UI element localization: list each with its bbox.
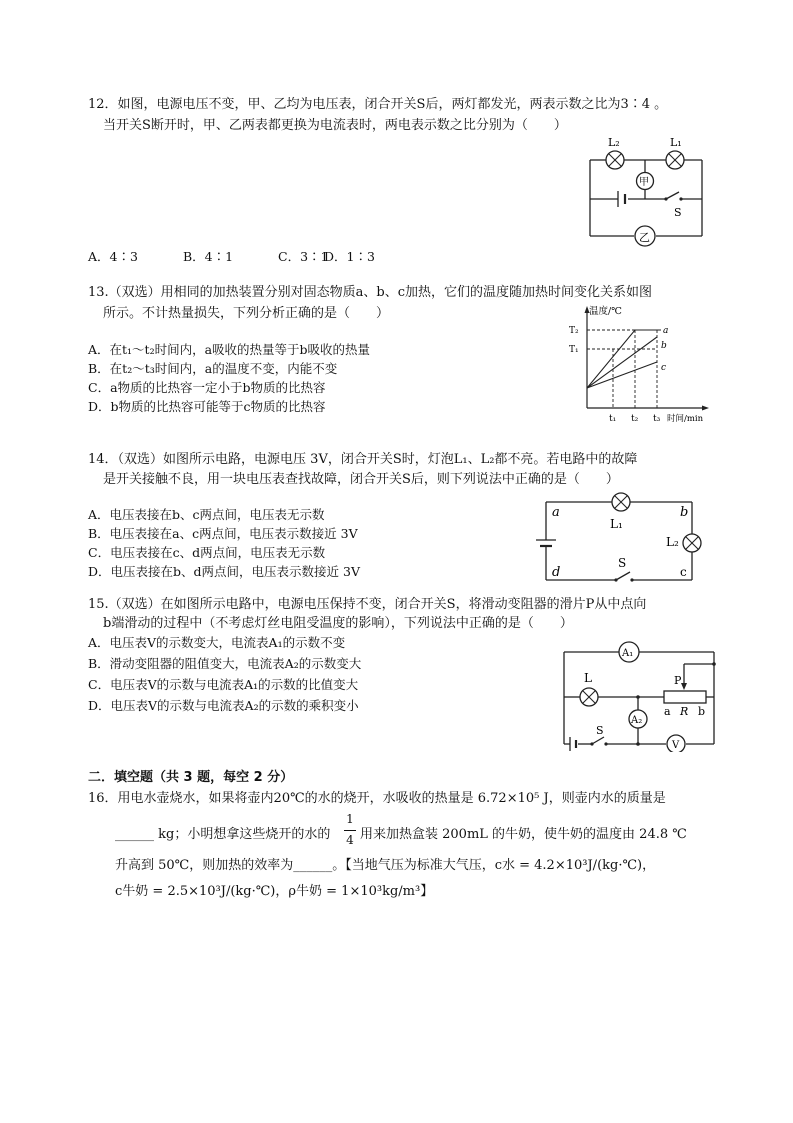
q12-option-d: D．1∶3 — [324, 249, 375, 264]
q15-option-c: C．电压表V的示数与电流表A₁的示数的比值变大 — [88, 677, 359, 692]
label-L: L — [584, 671, 592, 685]
label-a: a — [664, 705, 671, 718]
label-b: b — [680, 505, 689, 520]
label-S: S — [674, 206, 682, 219]
label-L2: L₂ — [608, 136, 620, 149]
lamp-L1-icon — [612, 493, 630, 511]
fraction-numerator: 1 — [346, 812, 354, 826]
tick-t3: t₃ — [653, 414, 661, 424]
label-jia: 甲 — [639, 177, 649, 188]
q15-option-a: A．电压表V的示数变大，电流表A₁的示数不变 — [88, 635, 346, 650]
slider-arrow-icon — [681, 683, 687, 690]
q14-option-b: B．电压表接在a、c两点间，电压表示数接近 3V — [88, 526, 358, 541]
q12-line1: 12．如图，电源电压不变，甲、乙均为电压表，闭合开关S后，两灯都发光，两表示数之比为3∶4 。 — [88, 97, 668, 112]
lamp-L2-icon — [683, 534, 701, 552]
q14-option-c: C．电压表接在c、d两点间，电压表无示数 — [88, 545, 326, 560]
tick-T1: T₁ — [569, 345, 579, 355]
series-b-line — [587, 337, 657, 388]
tick-t2: t₂ — [631, 414, 639, 424]
q16-line2a: ______ kg；小明想拿这些烧开的水的 — [115, 827, 331, 842]
q15-line2: b端滑动的过程中（不考虑灯丝电阻受温度的影响），下列说法中正确的是（ ） — [103, 616, 573, 631]
q13-option-c: C．a物质的比热容一定小于b物质的比热容 — [88, 380, 326, 395]
label-A1: A₁ — [622, 648, 634, 659]
q14-line1: 14．（双选）如图所示电路，电源电压 3V，闭合开关S时，灯泡L₁、L₂都不亮。若电路中的故障 — [88, 452, 638, 467]
q14-line2: 是开关接触不良，用一块电压表查找故障，闭合开关S后，则下列说法中正确的是（ ） — [103, 472, 619, 487]
q12-option-b: B．4∶1 — [183, 249, 234, 264]
tick-t1: t₁ — [609, 414, 617, 424]
label-A2: A₂ — [631, 715, 643, 726]
series-a-label: a — [663, 326, 669, 336]
lamp-L1-icon — [666, 151, 684, 169]
q16-line2b: 用来加热盒装 200mL 的牛奶，使牛奶的温度由 24.8 ℃ — [360, 827, 687, 842]
fraction-denominator: 4 — [346, 833, 354, 847]
q12-option-c: C．3∶1 — [278, 249, 329, 264]
label-yi: 乙 — [639, 231, 650, 244]
q15-option-d: D．电压表V的示数与电流表A₂的示数的乘积变小 — [88, 698, 359, 713]
q15-circuit-figure — [556, 640, 718, 752]
q16-line4: c牛奶 = 2.5×10³J/(kg·℃)，ρ牛奶 = 1×10³kg/m³】 — [115, 884, 434, 899]
label-R: R — [680, 705, 689, 718]
label-V: V — [672, 740, 680, 751]
q12-circuit-figure — [582, 130, 712, 248]
series-c-label: c — [661, 363, 667, 373]
label-S: S — [596, 724, 604, 737]
q12-line2: 当开关S断开时，甲、乙两表都更换为电流表时，两电表示数之比分别为（ ） — [103, 118, 567, 133]
label-b: b — [698, 705, 706, 718]
q13-option-d: D．b物质的比热容可能等于c物质的比热容 — [88, 399, 326, 414]
q15-line1: 15.（双选）在如图所示电路中，电源电压保持不变，闭合开关S，将滑动变阻器的滑片P从中点向 — [88, 597, 647, 612]
label-a: a — [552, 505, 560, 520]
q13-option-b: B．在t₂～t₃时间内，a的温度不变，内能不变 — [88, 361, 338, 376]
q13-line2: 所示。不计热量损失，下列分析正确的是（ ） — [103, 306, 390, 321]
label-L1: L₁ — [610, 517, 623, 531]
q14-option-d: D．电压表接在b、d两点间，电压表示数接近 3V — [88, 564, 360, 579]
q13-option-a: A．在t₁～t₂时间内，a吸收的热量等于b吸收的热量 — [88, 342, 371, 357]
label-P: P — [674, 674, 682, 687]
q16-line1: 16．用电水壶烧水，如果将壶内20℃的水的烧开，水吸收的热量是 6.72×10⁵ J，则壶内水的质量是 — [88, 791, 666, 806]
q13-line1: 13.（双选）用相同的加热装置分别对固态物质a、b、c加热，它们的温度随加热时间变化关系如图 — [88, 285, 653, 300]
q15-option-b: B．滑动变阻器的阻值变大，电流表A₂的示数变大 — [88, 656, 362, 671]
lamp-L-icon — [580, 688, 598, 706]
label-c: c — [680, 565, 687, 579]
x-axis-label: 时间/min — [667, 414, 704, 424]
q16-line3: 升高到 50℃，则加热的效率为______。【当地气压为标准大气压，c水 = 4.2×10³J/(kg·℃)， — [115, 858, 656, 873]
section-2-title: 二．填空题（共 3 题，每空 2 分） — [88, 770, 294, 785]
lamp-L2-icon — [606, 151, 624, 169]
fraction-bar — [344, 830, 356, 831]
q14-circuit-figure — [530, 490, 710, 586]
label-d: d — [552, 565, 561, 580]
series-b-label: b — [661, 341, 667, 351]
tick-T2: T₂ — [569, 326, 579, 336]
y-axis-label: 温度/℃ — [589, 306, 622, 317]
label-L1: L₁ — [670, 136, 682, 149]
q14-option-a: A．电压表接在b、c两点间，电压表无示数 — [88, 507, 325, 522]
q12-option-a: A．4∶3 — [88, 249, 138, 264]
q13-temperature-chart — [565, 300, 715, 430]
label-L2: L₂ — [666, 535, 679, 549]
label-S: S — [618, 556, 627, 570]
